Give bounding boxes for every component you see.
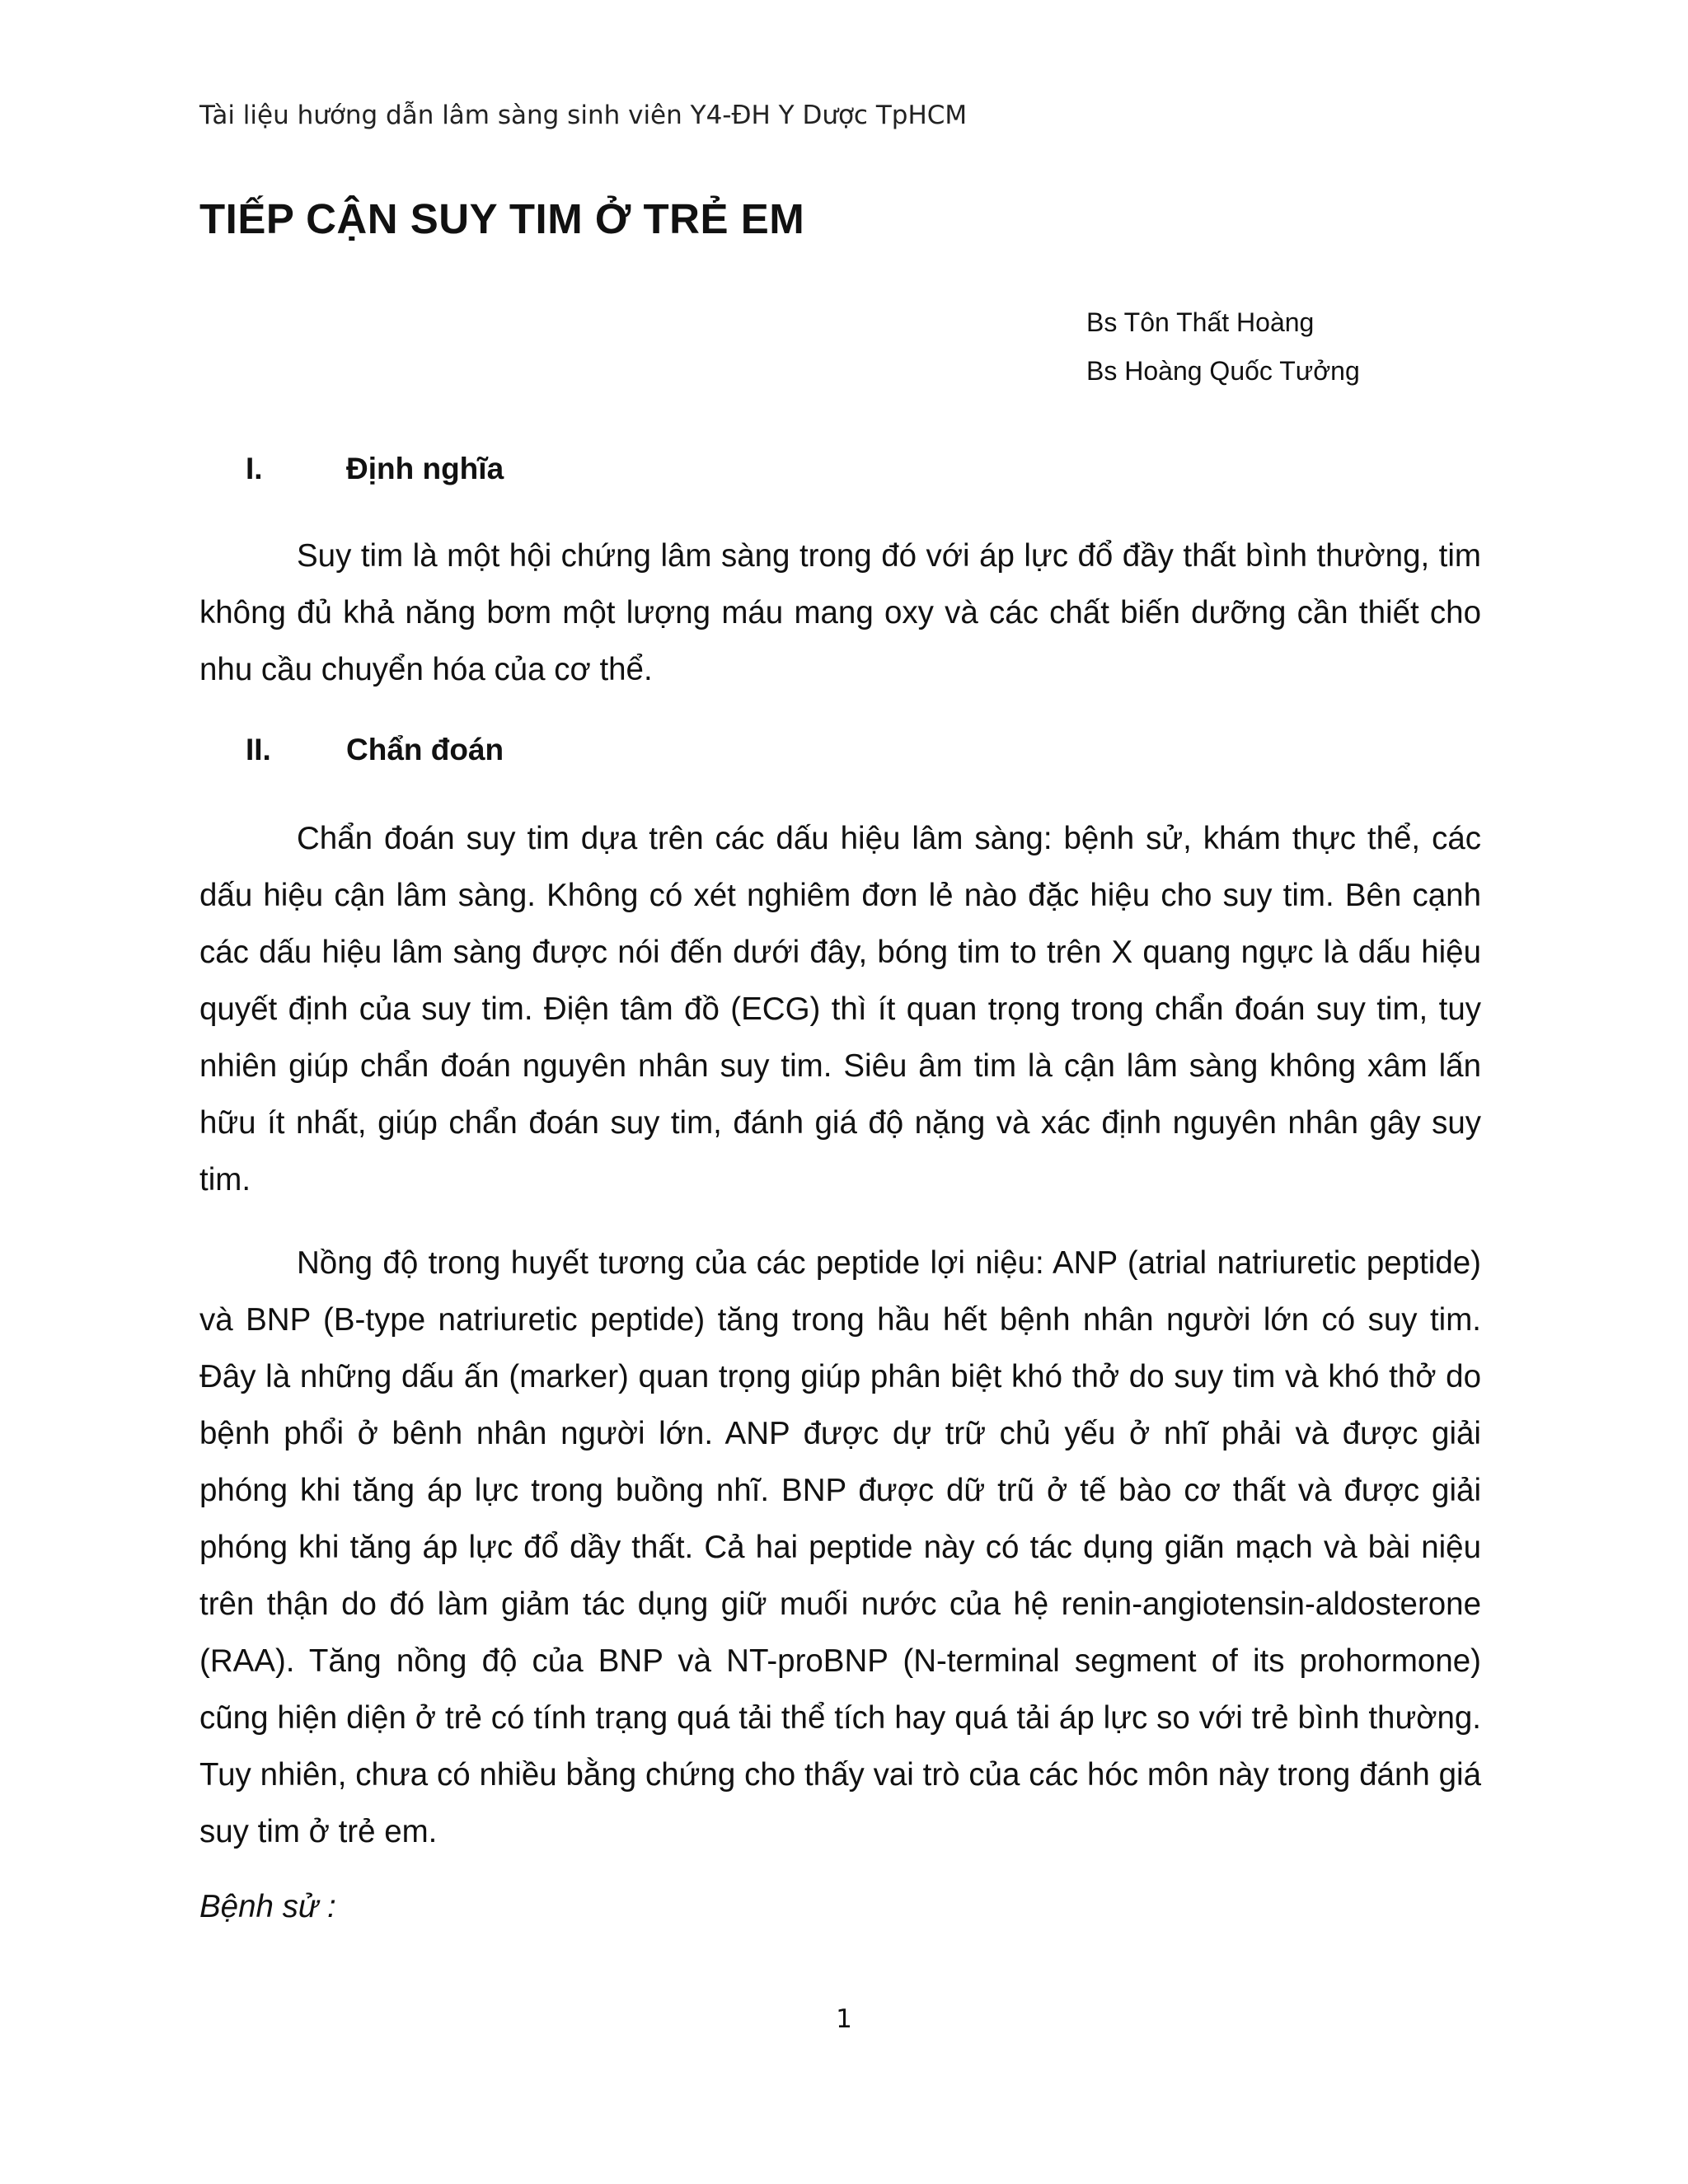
section-heading-diagnosis bbox=[246, 733, 504, 767]
section-title: Chẩn đoán bbox=[346, 733, 504, 766]
document-title: TIẾP CẬN SUY TIM Ở TRẺ EM bbox=[199, 195, 805, 242]
diagnosis-paragraph: Chẩn đoán suy tim dựa trên các dấu hiệu lâm sàng: bệnh sử, khám thực thể, các dấu hiệu cận lâm sàng. Không có xét nghiêm đơn lẻ nào đặc hiệu cho suy tim. Bên cạnh các dấu hiệu lâm sàng được nói đến dưới đây, bóng tim to trên X quang ngực là dấu hiệu quyết định của suy tim. Điện tâm đồ (ECG) thì ít quan trọng trong chẩn đoán suy tim, tuy nhiên giúp chẩn đoán nguyên nhân suy tim. Siêu âm tim là cận lâm sàng không xâm lấn hữu ít nhất, giúp chẩn đoán suy tim, đánh giá độ nặng và xác định nguyên nhân gây suy tim. bbox=[199, 821, 1481, 1197]
author-list bbox=[1086, 298, 1360, 396]
page-number: 1 bbox=[836, 2004, 852, 2034]
author-name: Bs Hoàng Quốc Tưởng bbox=[1086, 356, 1360, 386]
history-subheading: Bệnh sử : bbox=[199, 1889, 336, 1924]
running-header: Tài liệu hướng dẫn lâm sàng sinh viên Y4-ĐH Y Dược TpHCM bbox=[199, 101, 968, 130]
section-number: I. bbox=[246, 452, 263, 485]
section-number: II. bbox=[246, 733, 271, 766]
natriuretic-peptide-paragraph: Nồng độ trong huyết tương của các peptide lợi niệu: ANP (atrial natriuretic peptide) và BNP (B-type natriuretic peptide) tăng trong hầu hết bệnh nhân người lớn có suy tim. Đây là những dấu ấn (marker) quan trọng giúp phân biệt khó thở do suy tim và khó thở do bệnh phổi ở bênh nhân người lớn. ANP được dự trữ chủ yếu ở nhĩ phải và được giải phóng khi tăng áp lực trong buồng nhĩ. BNP được dữ trũ ở tế bào cơ thất và được giải phóng khi tăng áp lực đổ dầy thất. Cả hai peptide này có tác dụng giãn mạch và bài niệu trên thận do đó làm giảm tác dụng giữ muối nước của hệ renin-angiotensin-aldosterone (RAA). Tăng nồng độ của BNP và NT-proBNP (N-terminal segment of its prohormone) cũng hiện diện ở trẻ có tính trạng quá tải thể tích hay quá tải áp lực so với trẻ bình thường. Tuy nhiên, chưa có nhiều bằng chứng cho thấy vai trò của các hóc môn này trong đánh giá suy tim ở trẻ em. bbox=[199, 1245, 1481, 1849]
definition-paragraph: Suy tim là một hội chứng lâm sàng trong đó với áp lực đổ đầy thất bình thường, tim không đủ khả năng bơm một lượng máu mang oxy và các chất biến dưỡng cần thiết cho nhu cầu chuyển hóa của cơ thể. bbox=[199, 538, 1481, 687]
author-name: Bs Tôn Thất Hoàng bbox=[1086, 307, 1315, 337]
section-title: Định nghĩa bbox=[346, 452, 504, 485]
section-heading-definition bbox=[246, 452, 504, 486]
